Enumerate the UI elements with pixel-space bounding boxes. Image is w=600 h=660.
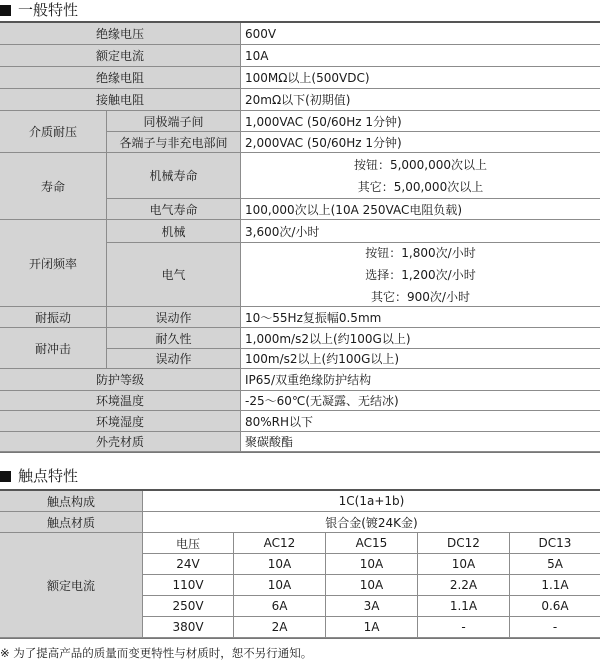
shock-malfunction-value: 100m/s2以上(约100G以上): [241, 349, 600, 369]
current-cell: -: [510, 617, 600, 638]
contact-config-label: 触点构成: [0, 491, 143, 512]
vibration-value: 10～55Hz复振幅0.5mm: [241, 307, 600, 328]
life-label: 寿命: [0, 153, 107, 220]
insulation-voltage-label: 绝缘电压: [0, 23, 241, 45]
housing-value: 聚碳酸酯: [241, 432, 600, 452]
electrical-life-label: 电气寿命: [107, 199, 241, 220]
switching-mechanical-label: 机械: [107, 220, 241, 243]
current-cell: 10A: [326, 554, 418, 575]
current-cell: 3A: [326, 596, 418, 617]
housing-label: 外壳材质: [0, 432, 241, 452]
ambient-temp-label: 环境温度: [0, 391, 241, 411]
switching-electrical-other: 其它：900次/小时: [371, 289, 470, 304]
insulation-voltage-value: 600V: [241, 23, 600, 45]
row-voltage-cell: 110V: [143, 575, 234, 596]
switching-electrical-label: 电气: [107, 243, 241, 307]
row-voltage-cell: 250V: [143, 596, 234, 617]
shock-durability-label: 耐久性: [107, 328, 241, 349]
dielectric-terminal-label: 各端子与非充电部间: [107, 132, 241, 153]
ambient-humidity-label: 环境湿度: [0, 411, 241, 432]
ambient-humidity-value: 80%RH以下: [241, 411, 600, 432]
shock-malfunction-label: 误动作: [107, 349, 241, 369]
protection-label: 防护等级: [0, 369, 241, 391]
contact-resistance-label: 接触电阻: [0, 89, 241, 111]
row-voltage-cell: 24V: [143, 554, 234, 575]
general-spec-table: [0, 21, 600, 453]
current-cell: 1A: [326, 617, 418, 638]
electrical-life-value: 100,000次以上(10A 250VAC电阻负载): [241, 199, 600, 220]
general-section-title: 一般特性: [0, 1, 78, 19]
header-ac15: AC15: [326, 533, 418, 554]
dielectric-same-pole-label: 同极端子间: [107, 111, 241, 132]
header-voltage: 电压: [143, 533, 234, 554]
rated-current-label: 额定电流: [0, 45, 241, 67]
dielectric-terminal-value: 2,000VAC (50/60Hz 1分钟): [241, 132, 600, 153]
row-voltage-cell: 380V: [143, 617, 234, 638]
shock-label: 耐冲击: [0, 328, 107, 369]
current-cell: 10A: [326, 575, 418, 596]
square-bullet-icon: [0, 471, 11, 482]
contact-config-value: 1C(1a+1b): [143, 491, 600, 512]
switching-electrical-value: [241, 243, 600, 307]
ambient-temp-value: -25～60℃(无凝露、无结冰): [241, 391, 600, 411]
vibration-sub-label: 误动作: [107, 307, 241, 328]
mechanical-life-other: 其它：5,00,000次以上: [357, 179, 484, 194]
contact-resistance-value: 20mΩ以下(初期值): [241, 89, 600, 111]
switching-electrical-select: 选择：1,200次/小时: [365, 267, 476, 282]
header-dc12: DC12: [418, 533, 510, 554]
contact-section-title: 触点特性: [0, 467, 78, 485]
insulation-resistance-label: 绝缘电阻: [0, 67, 241, 89]
current-cell: 2.2A: [418, 575, 510, 596]
header-dc13: DC13: [510, 533, 600, 554]
mechanical-life-label: 机械寿命: [107, 153, 241, 199]
contact-rated-current-label: 额定电流: [0, 533, 143, 638]
square-bullet-icon: [0, 5, 11, 16]
insulation-resistance-value: 100MΩ以上(500VDC): [241, 67, 600, 89]
protection-value: IP65/双重绝缘防护结构: [241, 369, 600, 391]
current-cell: 1.1A: [510, 575, 600, 596]
switching-electrical-button: 按钮：1,800次/小时: [365, 245, 476, 260]
current-cell: -: [418, 617, 510, 638]
current-cell: 6A: [234, 596, 326, 617]
current-cell: 5A: [510, 554, 600, 575]
contact-spec-table: [0, 489, 600, 639]
shock-durability-value: 1,000m/s2以上(约100G以上): [241, 328, 600, 349]
dielectric-label: 介质耐压: [0, 111, 107, 153]
current-cell: 10A: [418, 554, 510, 575]
current-cell: 0.6A: [510, 596, 600, 617]
header-ac12: AC12: [234, 533, 326, 554]
contact-material-label: 触点材质: [0, 512, 143, 533]
switching-frequency-label: 开闭频率: [0, 220, 107, 307]
switching-mechanical-value: 3,600次/小时: [241, 220, 600, 243]
vibration-label: 耐振动: [0, 307, 107, 328]
dielectric-same-pole-value: 1,000VAC (50/60Hz 1分钟): [241, 111, 600, 132]
mechanical-life-value: [241, 153, 600, 199]
contact-material-value: 银合金(镀24K金): [143, 512, 600, 533]
rated-current-value: 10A: [241, 45, 600, 67]
current-cell: 2A: [234, 617, 326, 638]
mechanical-life-button: 按钮：5,000,000次以上: [353, 157, 488, 172]
current-cell: 10A: [234, 575, 326, 596]
footnote: ※ 为了提高产品的质量而变更特性与材质时，恕不另行通知。: [0, 646, 313, 660]
current-cell: 1.1A: [418, 596, 510, 617]
current-cell: 10A: [234, 554, 326, 575]
